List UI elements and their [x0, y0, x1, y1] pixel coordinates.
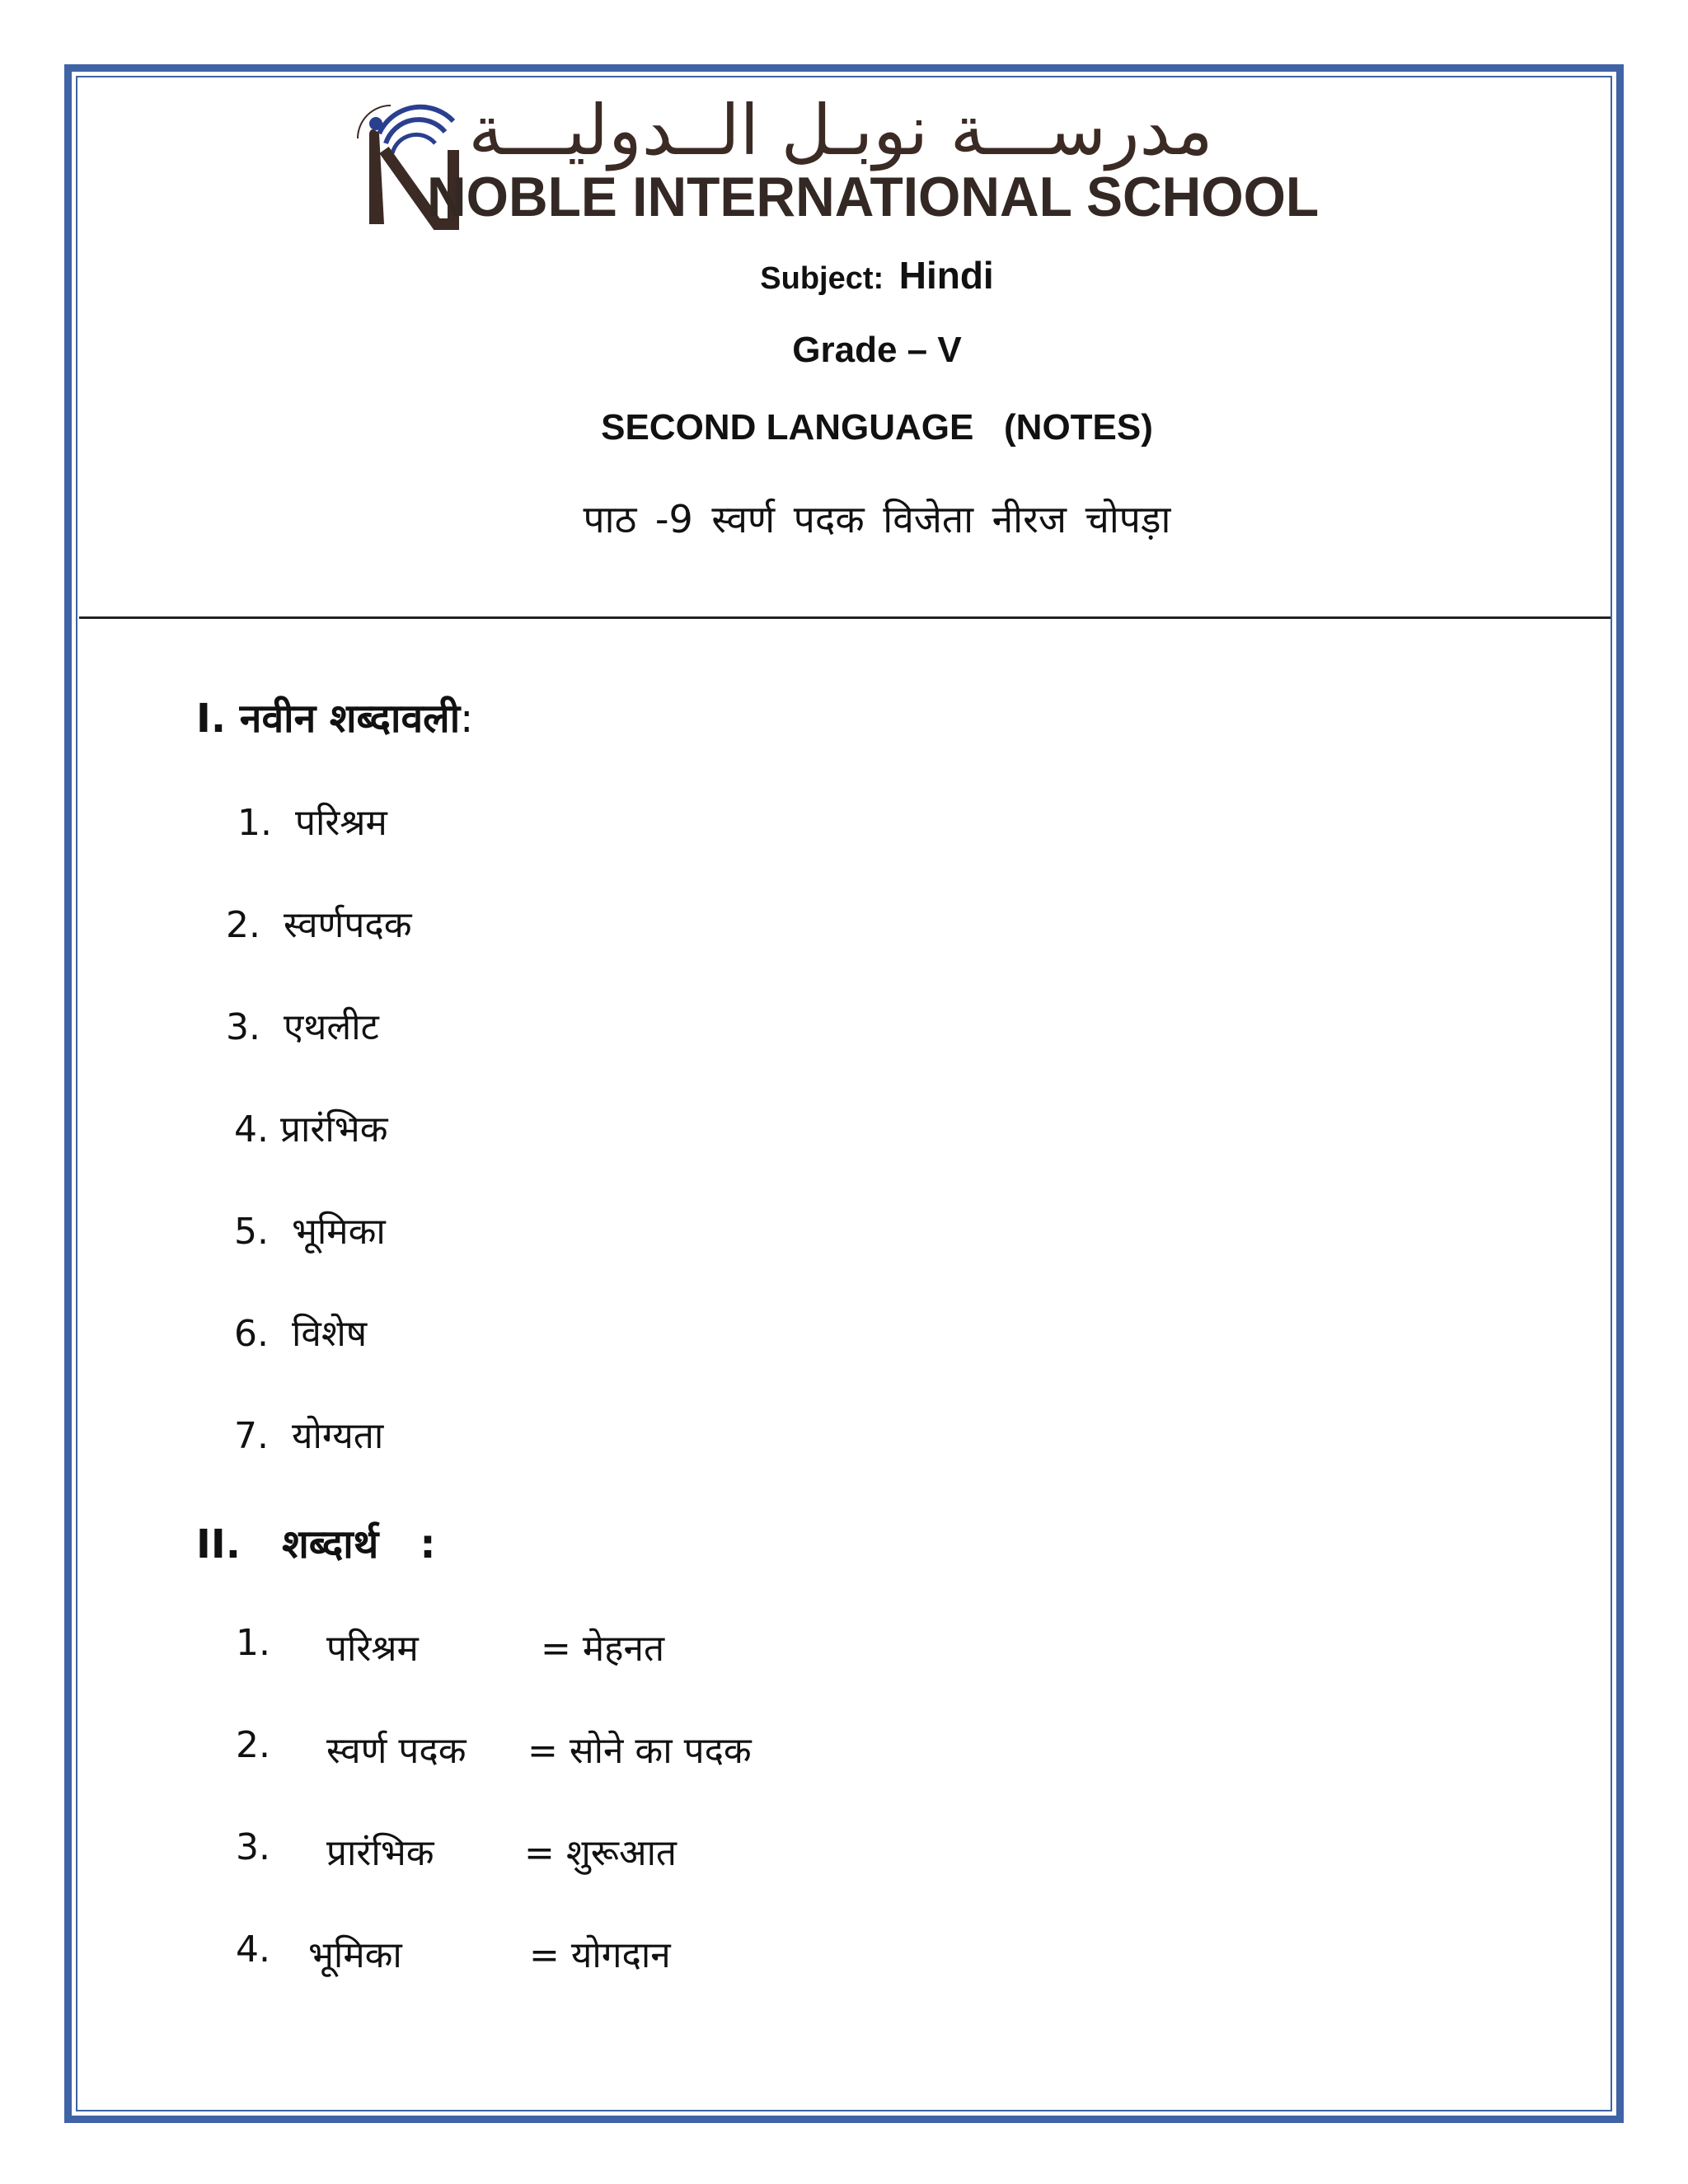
language-line: SECOND LANGUAGE (NOTES) [601, 407, 1153, 448]
vocab-item: 6. विशेष [234, 1313, 368, 1355]
vocab-item: 3. एथलीट [226, 1006, 379, 1048]
vocab-item: 2. स्वर्णपदक [226, 904, 412, 946]
section-vocabulary-heading [196, 691, 473, 744]
page-border-inner [76, 76, 1612, 2111]
school-name-english: NOBLE INTERNATIONAL SCHOOL [427, 166, 1320, 228]
lesson-title: पाठ -9 स्वर्ण पदक विजेता नीरज चोपड़ा [583, 497, 1171, 541]
header-divider [79, 616, 1611, 619]
school-logo [354, 90, 1320, 232]
subject-value: Hindi [898, 254, 994, 297]
vocab-item: 1. परिश्रम [237, 802, 387, 844]
meaning-item: 2. स्वर्ण पदक = सोने का पदक [236, 1724, 752, 1772]
vocab-item: 7. योग्यता [234, 1415, 384, 1457]
subject-line [33, 253, 1688, 298]
section-vocabulary-colon: : [460, 696, 474, 742]
subject-label: Subject: [760, 261, 884, 296]
school-name-arabic: مدرســـة نوبـل الــدوليـــة [468, 90, 1213, 171]
section-vocabulary-title: I. नवीन शब्दावली [196, 696, 461, 742]
meaning-item: 1. परिश्रम = मेहनत [236, 1622, 665, 1670]
vocab-item: 4. प्रारंभिक [234, 1108, 388, 1151]
section-meanings-heading: II. शब्दार्थ : [196, 1521, 436, 1568]
meaning-item: 4. भूमिका = योगदान [236, 1929, 671, 1976]
meaning-item: 3. प्रारंभिक = शुरूआत [236, 1826, 678, 1874]
grade-line: Grade – V [792, 330, 962, 370]
vocab-item: 5. भूमिका [234, 1211, 386, 1253]
